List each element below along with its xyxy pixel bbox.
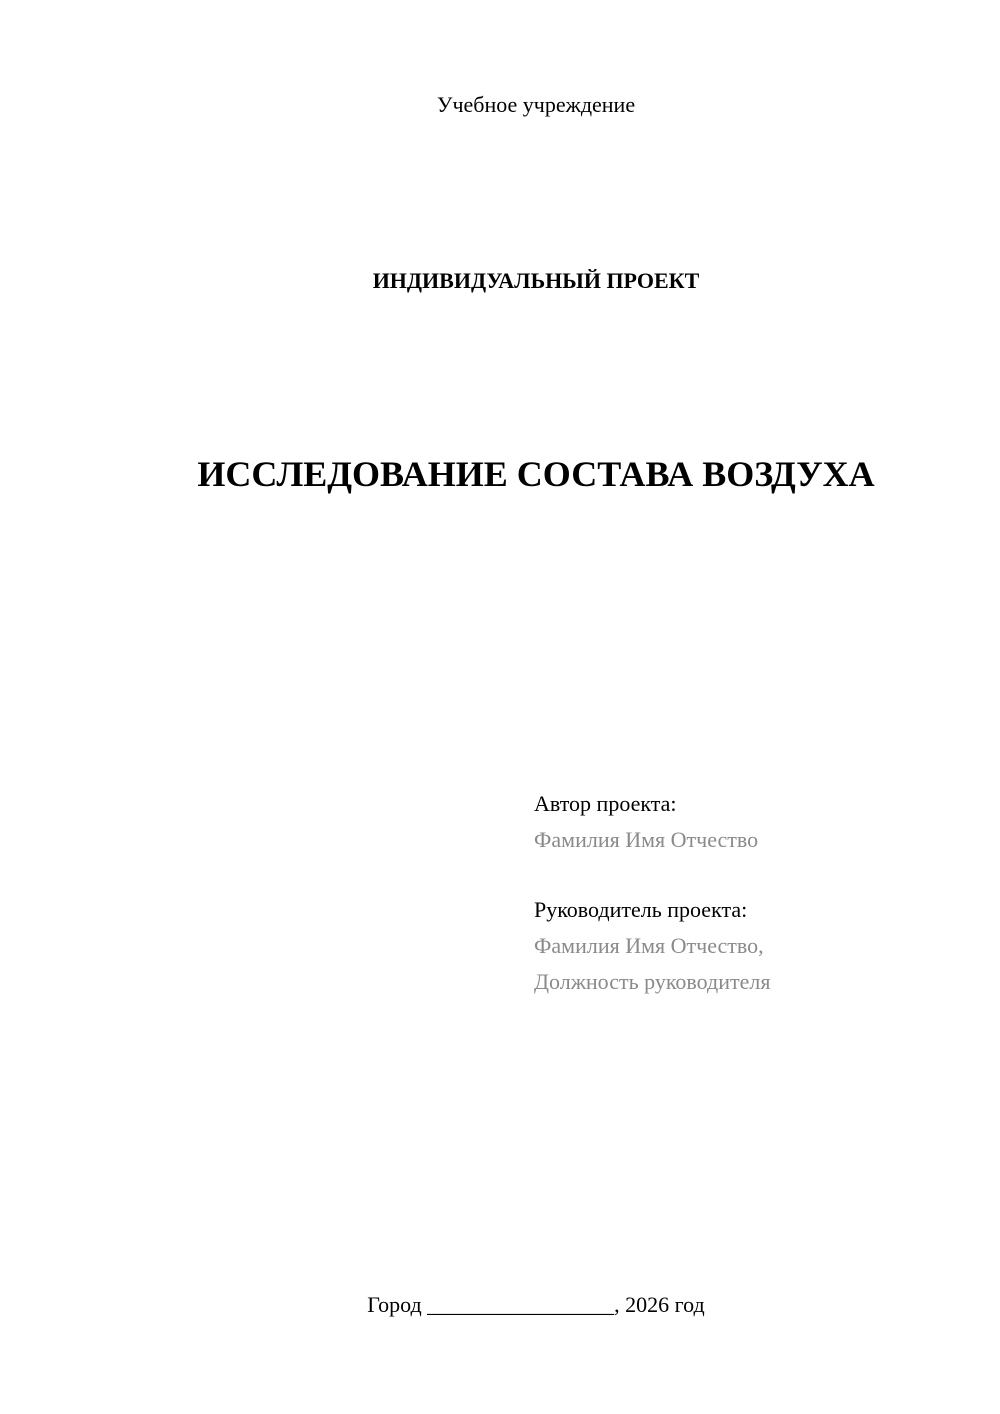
author-name: Фамилия Имя Отчество [534, 827, 759, 852]
supervisor-name: Фамилия Имя Отчество, [534, 933, 764, 958]
signature-section [534, 786, 974, 1000]
document-type: ИНДИВИДУАЛЬНЫЙ ПРОЕКТ [372, 268, 700, 293]
supervisor-label: Руководитель проекта: [534, 897, 748, 922]
supervisor-block [534, 892, 974, 1000]
author-label: Автор проекта: [534, 791, 677, 816]
document-title: ИССЛЕДОВАНИЕ СОСТАВА ВОЗДУХА [197, 454, 875, 494]
city-year-line: Город _________________, 2026 год [367, 1292, 705, 1317]
supervisor-position: Должность руководителя [534, 969, 771, 994]
institution-name: Учебное учреждение [436, 92, 636, 117]
author-block [534, 786, 974, 858]
